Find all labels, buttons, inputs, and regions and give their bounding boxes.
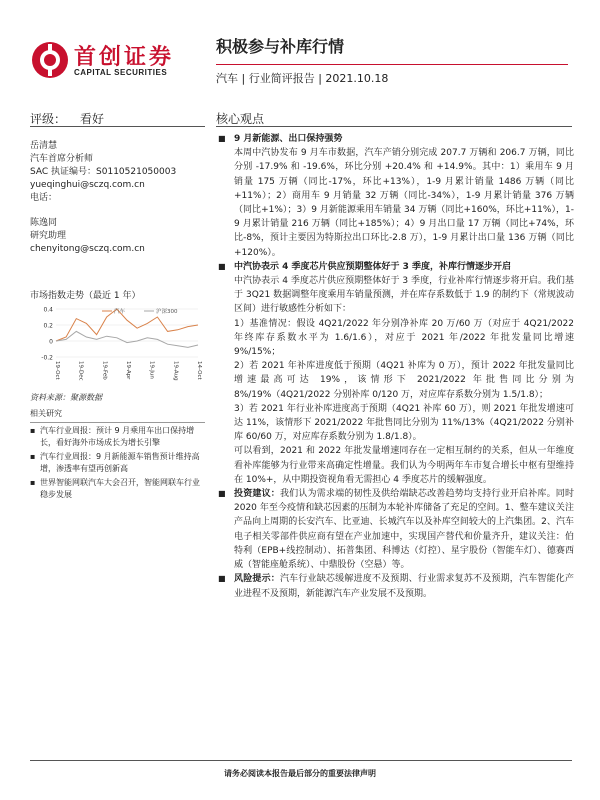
market-index-chart	[30, 288, 205, 395]
risk-label: 风险提示：	[234, 574, 280, 585]
point1-heading: ■ 9 月新能源、出口保持强势	[216, 132, 574, 146]
right-divider	[216, 126, 572, 127]
chart-source: 资料来源：聚源数据	[30, 393, 102, 402]
report-title: 积极参与补库行情	[216, 37, 345, 56]
x-tick-label: 19-Oct	[54, 361, 60, 380]
investment-advice-body: 我们认为需求端的韧性及供给端缺芯改善趋势均支持行业开启补库。同时 2020 年至今疫情和缺芯因素的压制为本轮补库储备了充足的空间。1、整车建议关注产品向上周期的长安汽车、比亚迪、长城汽车以及补库空间较大的上汽集团。2、汽车电子相关零部件供应商有望在产业加速中，实现国产替代和价量齐升，建议关注：伯特利（EPB+线控制动）、拓普集团、科博达（灯控）、星宇股份（智能车灯）、德赛西威（智能座舱系统）、中鼎股份（空悬）等。	[234, 489, 574, 571]
y-tick-label: 0.2	[43, 322, 53, 330]
related-item[interactable]: ▪ 汽车行业周报：9 月新能源车销售预计维持高增，渗透率有望再创新高	[30, 451, 205, 475]
left-divider	[30, 126, 205, 127]
brand-logo-mark	[30, 40, 70, 80]
page-header	[0, 0, 600, 100]
related-title: 相关研究	[30, 408, 205, 423]
chart-canvas	[30, 301, 205, 391]
point2-scenario1: 1）基准情况：假设 4Q21/2022 年分别净补库 20 万/60 万（对应于 4Q21/2022 年终库存系数水平为 1.6/1.6），对应于 2021 年/2022 年批发量同比增速 9%/15%；	[234, 318, 574, 358]
point2-body: 中汽协表示 4 季度芯片供应预期整体好于 3 季度，行业补库行情逐步将开启。我们基于 3Q21 数据调整年度乘用车销量预测，并在库存系数低于 1.9 的制约下（常规波动区间）进行敏感性分析如下：	[234, 276, 574, 315]
point2-conclusion: 可以看到，2021 和 2022 年批发量增速同存在一定相互制约的关系，但从一年维度看补库能够为行业带来高确定性增量。我们认为今明两年车市复合增长中枢有望维持在 10%+，从中期投资视角看无需担心 4 季度芯片的缓解强度。	[234, 446, 574, 485]
point1-body: 本周中汽协发布 9 月车市数据，汽车产销分别完成 207.7 万辆和 206.7 万辆，同比分别 -17.9% 和 -19.6%，环比分别 +20.4% 和 +14.9%。其中：1）乘用车 9 月销量 175 万辆（同比-17%，环比+13%），1-9 月累计销量 1486 万辆（同比+11%）；2）商用车 9 月销量 32 万辆（同比-34%），1-9 月累计销量 376 万辆（同比+1%）；3）9 月新能源乘用车销量 34 万辆（同比+160%，环比+11%），1-9 月累计销量 216 万辆（同比+185%）；4）9 月出口量 17 万辆（同比+74%，环比-8%，预计主要因为特斯拉出口环比-2.8 万），1-9 月累计出口量 136 万辆（同比+120%）。	[234, 148, 574, 258]
related-item[interactable]: ▪ 汽车行业周报：预计 9 月乘用车出口保持增长，看好海外市场成长为增长引擎	[30, 425, 205, 449]
legend-label: 沪深300	[156, 309, 178, 315]
x-tick-label: 19-Aug	[172, 361, 179, 381]
y-tick-label: 0	[49, 338, 53, 346]
core-views	[216, 132, 574, 601]
chart-title: 市场指数走势（最近 1 年）	[30, 291, 141, 301]
brand-logo	[30, 38, 205, 84]
point2-scenario3: 3）若 2021 年行业补库进度高于预期（4Q21 补库 60 万），则 2021 年批发增速可达 11%，该情形下 2021/2022 年批售同比分别为 11%/13%（4Q21/2022 分别补库 60/60 万，对应库存系数分别为 1.8/1.8）。	[234, 403, 574, 443]
report-subtitle: 汽车 | 行业简评报告 | 2021.10.18	[216, 72, 389, 85]
x-tick-label: 19-Apr	[125, 361, 131, 380]
assistant-title: 研究助理	[30, 231, 67, 241]
related-item[interactable]: ▪ 世界智能网联汽车大会召开，智能网联车行业稳步发展	[30, 477, 205, 501]
rating-value: 看好	[80, 112, 105, 126]
point2-heading: ■ 中汽协表示 4 季度芯片供应预期整体好于 3 季度，补库行情逐步开启	[216, 260, 574, 274]
title-divider	[216, 64, 568, 65]
footer-disclaimer: 请务必阅读本报告最后部分的重要法律声明	[224, 769, 376, 778]
analyst-email[interactable]: yueqinghui@sczq.com.cn	[30, 180, 145, 190]
analyst-name: 岳清慧	[30, 141, 58, 151]
brand-name-cn: 首创证券	[74, 45, 175, 70]
series-line-hs300	[56, 331, 198, 347]
investment-advice-label: 投资建议：	[234, 489, 280, 500]
analyst-license: SAC 执证编号：S0110521050003	[30, 167, 177, 177]
legend-label: 汽车	[114, 309, 126, 315]
analyst-info	[30, 140, 205, 256]
x-tick-label: 19-Feb	[101, 361, 108, 380]
x-tick-label: 19-Dec	[77, 361, 84, 381]
x-tick-label: 19-Jun	[148, 361, 155, 379]
assistant-name: 陈逸同	[30, 218, 58, 228]
assistant-email[interactable]: chenyitong@sczq.com.cn	[30, 244, 145, 254]
rating	[30, 110, 118, 127]
y-tick-label: 0.4	[43, 306, 53, 314]
section-title: 核心观点	[216, 112, 265, 126]
related-research	[30, 408, 205, 503]
footer-divider	[30, 760, 572, 761]
brand-name-en: CAPITAL SECURITIES	[74, 68, 168, 77]
analyst-title: 汽车首席分析师	[30, 154, 94, 164]
analyst-phone: 电话：	[30, 193, 58, 203]
y-tick-label: -0.2	[41, 354, 53, 362]
rating-label: 评级：	[30, 112, 67, 126]
point2-scenario2: 2）若 2021 年补库进度低于预期（4Q21 补库为 0 万），预计 2022 年批发量同比增速最高可达 19%，该情形下 2021/2022 年批售同比分别为 8%/19%（4Q21/2022 分别补库 0/120 万，对应库存系数分别为 1.5/1.8）；	[234, 361, 574, 400]
risk-body: 汽车行业缺芯缓解进度不及预期、行业需求复苏不及预期，汽车智能化产业进程不及预期，新能源汽车产业发展不及预期。	[234, 574, 574, 599]
x-tick-label: 14-Oct	[196, 361, 202, 380]
point3	[216, 487, 574, 572]
point4	[216, 572, 574, 600]
